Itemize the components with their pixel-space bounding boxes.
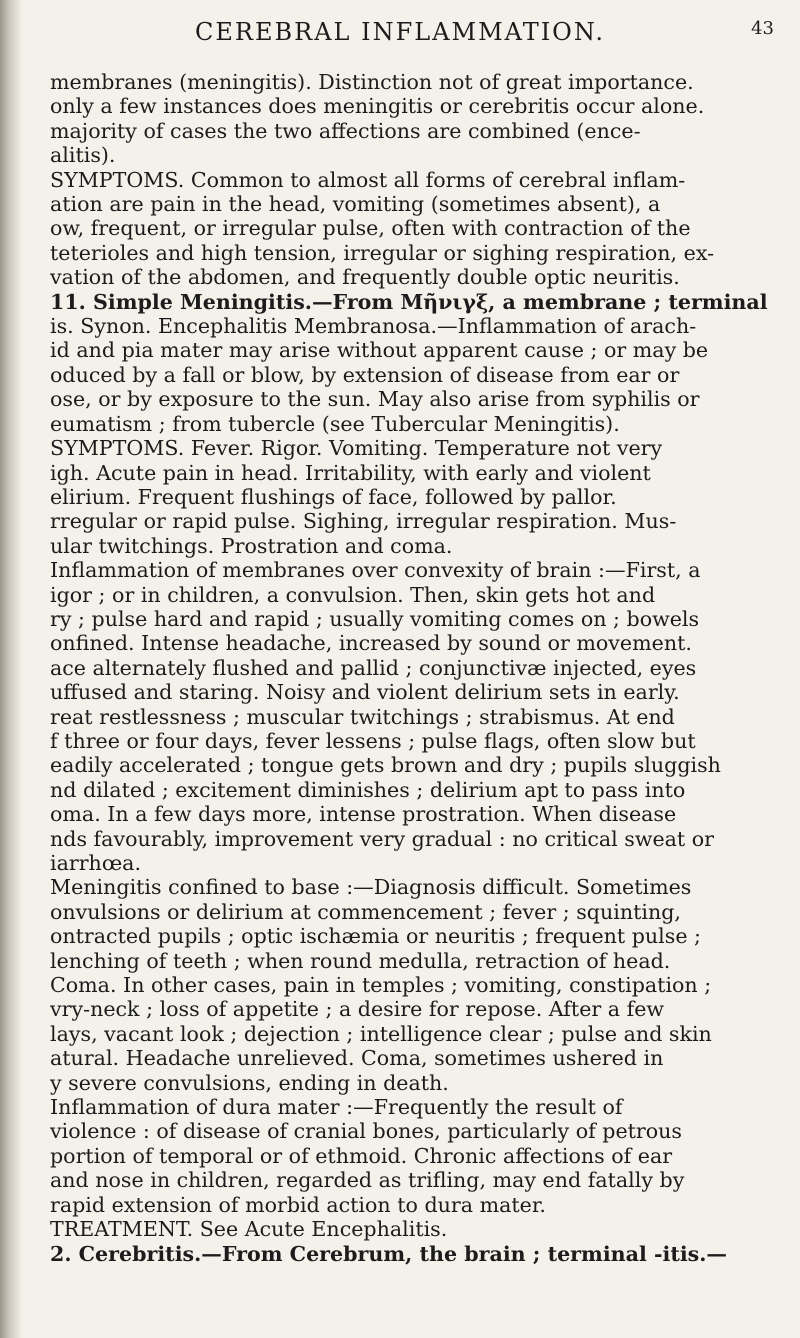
running-header [0, 18, 800, 46]
text-line: onfined. Intense headache, increased by sound or movement. [50, 631, 692, 656]
text-line: eumatism ; from tubercle (see Tubercular Meningitis). [50, 411, 620, 436]
text-line: ontracted pupils ; optic ischæmia or neuritis ; frequent pulse ; [50, 924, 701, 949]
text-line: nds favourably, improvement very gradual : no critical sweat or [50, 826, 714, 851]
text-line: portion of temporal or of ethmoid. Chronic affections of ear [50, 1143, 673, 1168]
text-line: only a few instances does meningitis or cerebritis occur alone. [50, 94, 705, 119]
text-line: is. Synon. Encephalitis Membranosa.—Inflammation of arach- [50, 314, 697, 339]
section-symptoms-meningitis: SYMPTOMS. Fever. Rigor. Vomiting. Temperature not very [50, 436, 663, 461]
section-treatment: TREATMENT. See Acute Encephalitis. [50, 1217, 448, 1242]
text-line: majority of cases the two affections are combined (ence- [50, 118, 641, 143]
page-number: 43 [751, 18, 774, 39]
text-line: vation of the abdomen, and frequently double optic neuritis. [50, 265, 680, 290]
text-line: lenching of teeth ; when round medulla, retraction of head. [50, 948, 671, 973]
text-line: igh. Acute pain in head. Irritability, with early and violent [50, 460, 651, 485]
text-line: lays, vacant look ; dejection ; intelligence clear ; pulse and skin [50, 1021, 712, 1046]
text-line: violence : of disease of cranial bones, particularly of petrous [50, 1119, 682, 1144]
text-line: oduced by a fall or blow, by extension of disease from ear or [50, 362, 680, 387]
text-line: oma. In a few days more, intense prostration. When disease [50, 802, 677, 827]
subsection-dura-mater: Inflammation of dura mater :—Frequently the result of [50, 1095, 623, 1120]
text-line: ose, or by exposure to the sun. May also arise from syphilis or [50, 387, 700, 412]
text-line: elirium. Frequent flushings of face, followed by pallor. [50, 484, 617, 509]
text-line: rapid extension of morbid action to dura mater. [50, 1192, 546, 1217]
text-line: f three or four days, fever lessens ; pulse flags, often slow but [50, 728, 696, 753]
text-line: ry ; pulse hard and rapid ; usually vomiting comes on ; bowels [50, 606, 700, 631]
text-line: alitis). [50, 143, 116, 168]
text-line: Coma. In other cases, pain in temples ; vomiting, constipation ; [50, 973, 712, 998]
text-line: onvulsions or delirium at commencement ; fever ; squinting, [50, 899, 681, 924]
text-line: reat restlessness ; muscular twitchings ; strabismus. At end [50, 704, 675, 729]
text-line: id and pia mater may arise without apparent cause ; or may be [50, 338, 709, 363]
text-line: ace alternately flushed and pallid ; conjunctivæ injected, eyes [50, 655, 697, 680]
body-text [50, 70, 780, 1266]
text-line: teterioles and high tension, irregular or sighing respiration, ex- [50, 240, 715, 265]
text-line: membranes (meningitis). Distinction not of great importance. [50, 70, 694, 94]
text-line: and nose in children, regarded as trifling, may end fatally by [50, 1168, 685, 1193]
text-line: rregular or rapid pulse. Sighing, irregular respiration. Mus- [50, 509, 677, 534]
text-line: y severe convulsions, ending in death. [50, 1070, 449, 1095]
text-line: nd dilated ; excitement diminishes ; delirium apt to pass into [50, 777, 686, 802]
heading-simple-meningitis: 11. Simple Meningitis.—From Μῆνιγξ, a membrane ; terminal [50, 289, 768, 314]
subsection-convexity: Inflammation of membranes over convexity of brain :—First, a [50, 558, 701, 583]
section-symptoms-general: SYMPTOMS. Common to almost all forms of cerebral inflam- [50, 167, 686, 192]
text-line: ation are pain in the head, vomiting (sometimes absent), a [50, 192, 661, 217]
text-line: ular twitchings. Prostration and coma. [50, 533, 453, 558]
heading-cerebritis: 2. Cerebritis.—From Cerebrum, the brain ; terminal -itis.— [50, 1241, 728, 1266]
text-line: atural. Headache unrelieved. Coma, sometimes ushered in [50, 1046, 664, 1071]
text-line: vry-neck ; loss of appetite ; a desire for repose. After a few [50, 997, 665, 1022]
page-title: CEREBRAL INFLAMMATION. [195, 18, 605, 46]
binding-shadow [0, 0, 22, 1338]
text-line: eadily accelerated ; tongue gets brown and dry ; pupils sluggish [50, 753, 721, 778]
text-line: uffused and staring. Noisy and violent delirium sets in early. [50, 680, 680, 705]
text-line: iarrhœa. [50, 851, 142, 875]
text-line: ow, frequent, or irregular pulse, often with contraction of the [50, 216, 691, 241]
subsection-base: Meningitis confined to base :—Diagnosis difficult. Sometimes [50, 875, 692, 900]
text-line: igor ; or in children, a convulsion. Then, skin gets hot and [50, 582, 656, 607]
